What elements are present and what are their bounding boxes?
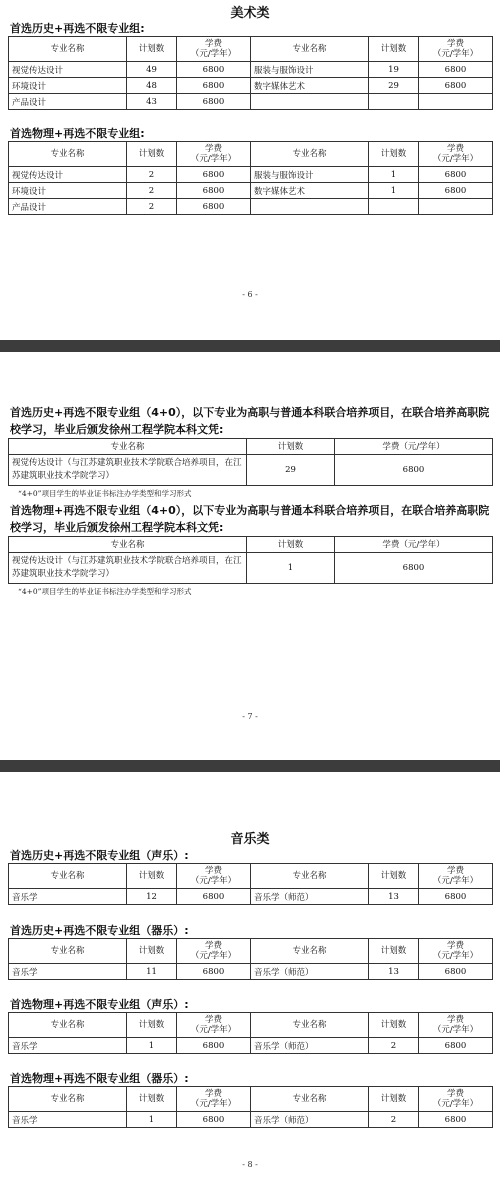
- cell: 6800: [177, 94, 251, 110]
- cell: 2: [127, 167, 177, 183]
- col-header: 计划数: [369, 864, 419, 889]
- cell: 产品设计: [9, 199, 127, 215]
- cell: 6800: [419, 167, 493, 183]
- music-table: [8, 863, 493, 905]
- cell: [419, 94, 493, 110]
- table-header-row: [9, 142, 493, 167]
- cell: 1: [247, 553, 335, 584]
- cell: 2: [369, 1112, 419, 1128]
- page-number: - 7 -: [242, 712, 258, 721]
- cell: 视觉传达设计: [9, 167, 127, 183]
- table-row: [9, 94, 493, 110]
- cell: [251, 94, 369, 110]
- cell: 6800: [419, 1038, 493, 1054]
- page-7: [0, 352, 500, 760]
- music-table: [8, 1012, 493, 1054]
- col-header: 专业名称: [251, 1087, 369, 1112]
- col-header: 计划数: [127, 864, 177, 889]
- table-row: [9, 78, 493, 94]
- footnote: “4+0”项目学生的毕业证书标注办学类型和学习形式: [18, 587, 192, 596]
- cell: 服装与服饰设计: [251, 62, 369, 78]
- table-header-row: [9, 439, 493, 455]
- col-header: 学费 （元/学年）: [419, 939, 493, 964]
- table-row: [9, 1038, 493, 1054]
- cell: 数字媒体艺术: [251, 78, 369, 94]
- table-header-row: [9, 939, 493, 964]
- cell: 2: [127, 199, 177, 215]
- col-header: 专业名称: [9, 939, 127, 964]
- table-header-row: [9, 1087, 493, 1112]
- col-header: 计划数: [247, 537, 335, 553]
- cell: 6800: [335, 553, 493, 584]
- footnote: “4+0”项目学生的毕业证书标注办学类型和学习形式: [18, 489, 192, 498]
- cell: 43: [127, 94, 177, 110]
- cell: 6800: [419, 62, 493, 78]
- section-title-music: 音乐类: [230, 832, 270, 847]
- cell: 29: [247, 455, 335, 486]
- col-header: 学费 （元/学年）: [177, 939, 251, 964]
- col-header: 专业名称: [9, 1013, 127, 1038]
- cell: 1: [127, 1112, 177, 1128]
- table-header-row: [9, 864, 493, 889]
- group-heading: 首选物理+再选不限专业组（声乐）:: [10, 998, 189, 1011]
- cell: 6800: [177, 183, 251, 199]
- page-separator: [0, 340, 500, 352]
- cell: 音乐学（师范）: [251, 964, 369, 980]
- table-header-row: [9, 537, 493, 553]
- col-header: 计划数: [127, 142, 177, 167]
- cell: 音乐学（师范）: [251, 1038, 369, 1054]
- cell: 环境设计: [9, 78, 127, 94]
- col-header: 计划数: [369, 939, 419, 964]
- cell: [251, 199, 369, 215]
- cell: 音乐学: [9, 964, 127, 980]
- cell: [369, 94, 419, 110]
- cell: 19: [369, 62, 419, 78]
- group-heading: 首选历史+再选不限专业组（器乐）:: [10, 924, 189, 937]
- music-table: [8, 938, 493, 980]
- col-header: 专业名称: [9, 537, 247, 553]
- col-header: 学费 （元/学年）: [177, 1087, 251, 1112]
- col-header: 专业名称: [251, 1013, 369, 1038]
- cell: 视觉传达设计（与江苏建筑职业技术学院联合培养项目，在江苏建筑职业技术学院学习）: [9, 455, 247, 486]
- col-header: 学费 （元/学年）: [419, 1013, 493, 1038]
- cell: 6800: [177, 1038, 251, 1054]
- col-header: 学费 （元/学年）: [177, 1013, 251, 1038]
- music-table: [8, 1086, 493, 1128]
- table-header-row: [9, 1013, 493, 1038]
- col-header: 学费（元/学年）: [335, 537, 493, 553]
- cell: 13: [369, 964, 419, 980]
- group-heading: 首选历史+再选不限专业组:: [10, 22, 145, 35]
- cell: 2: [369, 1038, 419, 1054]
- cell: 环境设计: [9, 183, 127, 199]
- art-table-physics: [8, 141, 493, 215]
- cell: 数字媒体艺术: [251, 183, 369, 199]
- col-header: 专业名称: [9, 142, 127, 167]
- col-header: 专业名称: [251, 142, 369, 167]
- col-header: 计划数: [369, 142, 419, 167]
- cell: 音乐学: [9, 889, 127, 905]
- table-row: [9, 167, 493, 183]
- group-heading: 首选历史+再选不限专业组（声乐）:: [10, 849, 189, 862]
- cell: 48: [127, 78, 177, 94]
- cell: 音乐学: [9, 1038, 127, 1054]
- table-row: [9, 1112, 493, 1128]
- cell: 6800: [419, 78, 493, 94]
- cell: 6800: [177, 199, 251, 215]
- table-header-row: [9, 37, 493, 62]
- cell: [419, 199, 493, 215]
- cell: 6800: [419, 889, 493, 905]
- cell: 6800: [177, 62, 251, 78]
- group-heading: 首选物理+再选不限专业组（4+0），以下专业为高职与普通本科联合培养项目，在联合培养高职院校学习，毕业后颁发徐州工程学院本科文凭:: [10, 504, 490, 534]
- cell: 49: [127, 62, 177, 78]
- table-row: [9, 62, 493, 78]
- cell: 视觉传达设计: [9, 62, 127, 78]
- cell: 1: [369, 167, 419, 183]
- col-header: 计划数: [127, 1013, 177, 1038]
- joint-table-physics: [8, 536, 493, 584]
- cell: 音乐学: [9, 1112, 127, 1128]
- col-header: 计划数: [369, 1087, 419, 1112]
- cell: 11: [127, 964, 177, 980]
- cell: 6800: [177, 1112, 251, 1128]
- table-row: [9, 889, 493, 905]
- page-number: - 8 -: [242, 1160, 258, 1169]
- table-row: [9, 964, 493, 980]
- cell: 音乐学（师范）: [251, 1112, 369, 1128]
- cell: 6800: [419, 964, 493, 980]
- col-header: 专业名称: [9, 37, 127, 62]
- art-table-history: [8, 36, 493, 110]
- cell: 1: [369, 183, 419, 199]
- table-row: [9, 455, 493, 486]
- cell: 1: [127, 1038, 177, 1054]
- joint-table-history: [8, 438, 493, 486]
- col-header: 学费 （元/学年）: [419, 1087, 493, 1112]
- col-header: 计划数: [127, 37, 177, 62]
- group-heading: 首选历史+再选不限专业组（4+0），以下专业为高职与普通本科联合培养项目，在联合培养高职院校学习，毕业后颁发徐州工程学院本科文凭:: [10, 406, 490, 436]
- page-separator: [0, 760, 500, 772]
- cell: 6800: [177, 167, 251, 183]
- col-header: 专业名称: [251, 939, 369, 964]
- cell: 13: [369, 889, 419, 905]
- col-header: 计划数: [247, 439, 335, 455]
- col-header: 学费 （元/学年）: [177, 864, 251, 889]
- col-header: 专业名称: [251, 864, 369, 889]
- cell: 6800: [177, 964, 251, 980]
- cell: 6800: [335, 455, 493, 486]
- cell: [369, 199, 419, 215]
- cell: 29: [369, 78, 419, 94]
- col-header: 学费 （元/学年）: [177, 142, 251, 167]
- group-heading: 首选物理+再选不限专业组（器乐）:: [10, 1072, 189, 1085]
- col-header: 学费 （元/学年）: [177, 37, 251, 62]
- cell: 12: [127, 889, 177, 905]
- col-header: 学费（元/学年）: [335, 439, 493, 455]
- table-row: [9, 553, 493, 584]
- col-header: 学费 （元/学年）: [419, 864, 493, 889]
- col-header: 计划数: [369, 1013, 419, 1038]
- cell: 6800: [177, 78, 251, 94]
- col-header: 专业名称: [9, 439, 247, 455]
- cell: 2: [127, 183, 177, 199]
- cell: 6800: [177, 889, 251, 905]
- col-header: 计划数: [127, 1087, 177, 1112]
- cell: 6800: [419, 1112, 493, 1128]
- cell: 音乐学（师范）: [251, 889, 369, 905]
- page-6: [0, 0, 500, 340]
- page-8: [0, 772, 500, 1181]
- cell: 产品设计: [9, 94, 127, 110]
- cell: 服装与服饰设计: [251, 167, 369, 183]
- col-header: 专业名称: [251, 37, 369, 62]
- page-number: - 6 -: [242, 290, 258, 299]
- col-header: 专业名称: [9, 864, 127, 889]
- table-row: [9, 199, 493, 215]
- col-header: 学费 （元/学年）: [419, 142, 493, 167]
- col-header: 专业名称: [9, 1087, 127, 1112]
- cell: 视觉传达设计（与江苏建筑职业技术学院联合培养项目，在江苏建筑职业技术学院学习）: [9, 553, 247, 584]
- section-title-art: 美术类: [230, 6, 270, 21]
- group-heading: 首选物理+再选不限专业组:: [10, 127, 145, 140]
- col-header: 计划数: [127, 939, 177, 964]
- cell: 6800: [419, 183, 493, 199]
- table-row: [9, 183, 493, 199]
- col-header: 计划数: [369, 37, 419, 62]
- col-header: 学费 （元/学年）: [419, 37, 493, 62]
